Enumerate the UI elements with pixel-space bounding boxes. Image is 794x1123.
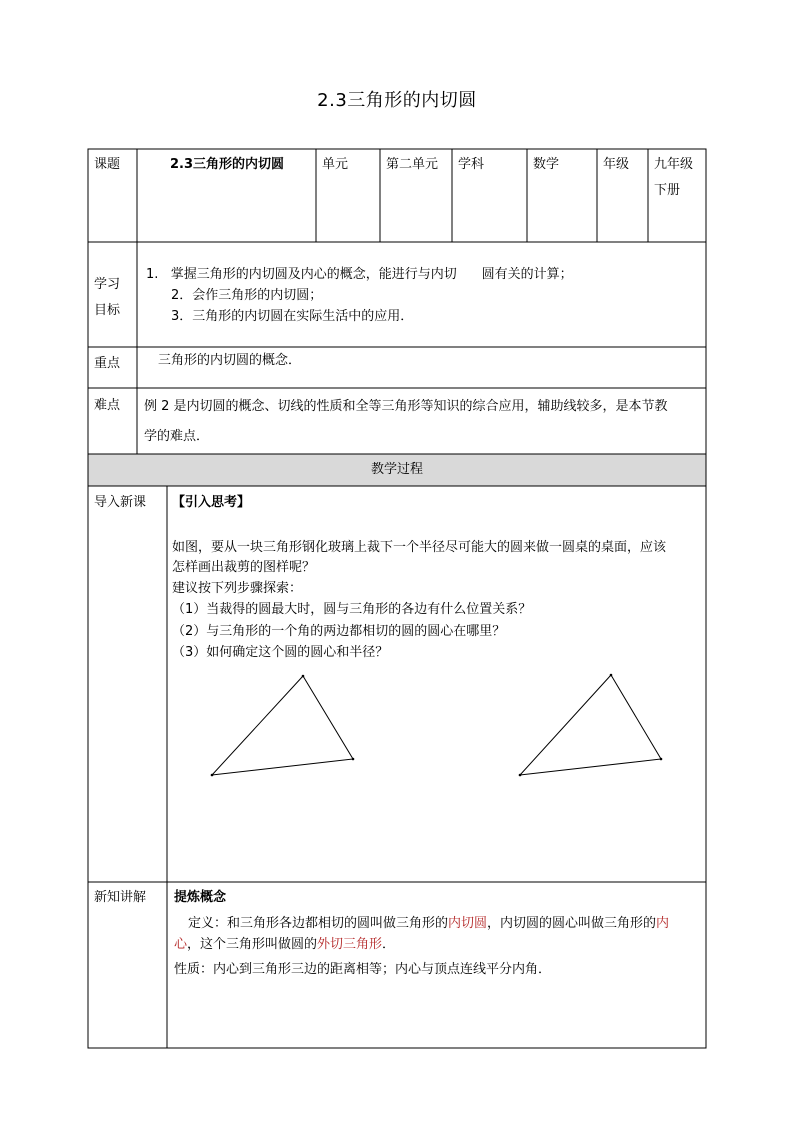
triangle-figures [212, 675, 661, 775]
subject-value: 数学 [533, 157, 560, 172]
intro-step-2: （2）与三角形的一个角的两边都相切的圆的圆心在哪里？ [172, 624, 506, 639]
page-title: 2.3三角形的内切圆 [317, 90, 477, 111]
intro-step-1: （1）当裁得的圆最大时，圆与三角形的各边有什么位置关系？ [172, 602, 532, 617]
definition-part-1: 定义：和三角形各边都相切的圆叫做三角形的 [188, 916, 449, 931]
definition-line-1 [188, 913, 669, 935]
label-unit: 单元 [322, 157, 349, 172]
label-subject: 学科 [458, 157, 485, 172]
label-key-point: 重点 [94, 356, 121, 371]
difficulty-line-1: 例 2 是内切圆的概念、切线的性质和全等三角形等知识的综合应用，辅助线较多，是本节教 [144, 399, 668, 414]
label-difficulty: 难点 [94, 398, 121, 413]
intro-paragraph-line-2: 怎样画出裁剪的图样呢？ [172, 560, 316, 575]
property-text: 性质：内心到三角形三边的距离相等；内心与顶点连线平分内角． [174, 962, 552, 977]
unit-value: 第二单元 [386, 157, 439, 172]
label-grade: 年级 [603, 157, 630, 172]
key-point-text: 三角形的内切圆的概念． [158, 353, 302, 368]
triangle-right [520, 675, 661, 775]
label-topic: 课题 [94, 157, 121, 172]
objective-item-1: 1. 掌握三角形的内切圆及内心的概念，能进行与内切 圆有关的计算； [146, 267, 573, 282]
label-new-knowledge: 新知讲解 [94, 890, 147, 905]
term-incenter-part-b: 心 [174, 937, 188, 952]
objective-item-3: 3．三角形的内切圆在实际生活中的应用． [171, 309, 414, 324]
label-intro: 导入新课 [94, 495, 147, 510]
definition-part-3: ，这个三角形叫做圆的 [187, 937, 318, 952]
objective-item-2: 2．会作三角形的内切圆； [171, 288, 323, 303]
label-objectives-line1: 学习 [94, 277, 121, 292]
triangle-left [212, 676, 353, 775]
grade-value-line1: 九年级 [654, 157, 694, 172]
definition-part-4: ． [382, 937, 396, 952]
definition-line-2 [174, 934, 395, 956]
definition-part-2: ，内切圆的圆心叫做三角形的 [487, 916, 657, 931]
intro-step-3: （3）如何确定这个圆的圆心和半径？ [172, 645, 389, 660]
difficulty-line-2: 学的难点． [144, 429, 210, 444]
term-incenter-part-a: 内 [656, 916, 670, 931]
intro-paragraph-line-1: 如图，要从一块三角形钢化玻璃上裁下一个半径尽可能大的圆来做一圆桌的桌面，应该 [172, 540, 667, 555]
label-objectives-line2: 目标 [94, 303, 121, 318]
process-header: 教学过程 [370, 462, 423, 477]
intro-steps-intro: 建议按下列步骤探索： [172, 581, 303, 596]
term-incircle: 内切圆 [448, 916, 488, 931]
new-knowledge-heading: 提炼概念 [174, 890, 227, 905]
term-circumscribed-triangle: 外切三角形 [317, 937, 383, 952]
grade-value-line2: 下册 [654, 183, 681, 198]
intro-heading: 【引入思考】 [172, 495, 251, 510]
topic-value: 2.3三角形的内切圆 [170, 157, 285, 172]
